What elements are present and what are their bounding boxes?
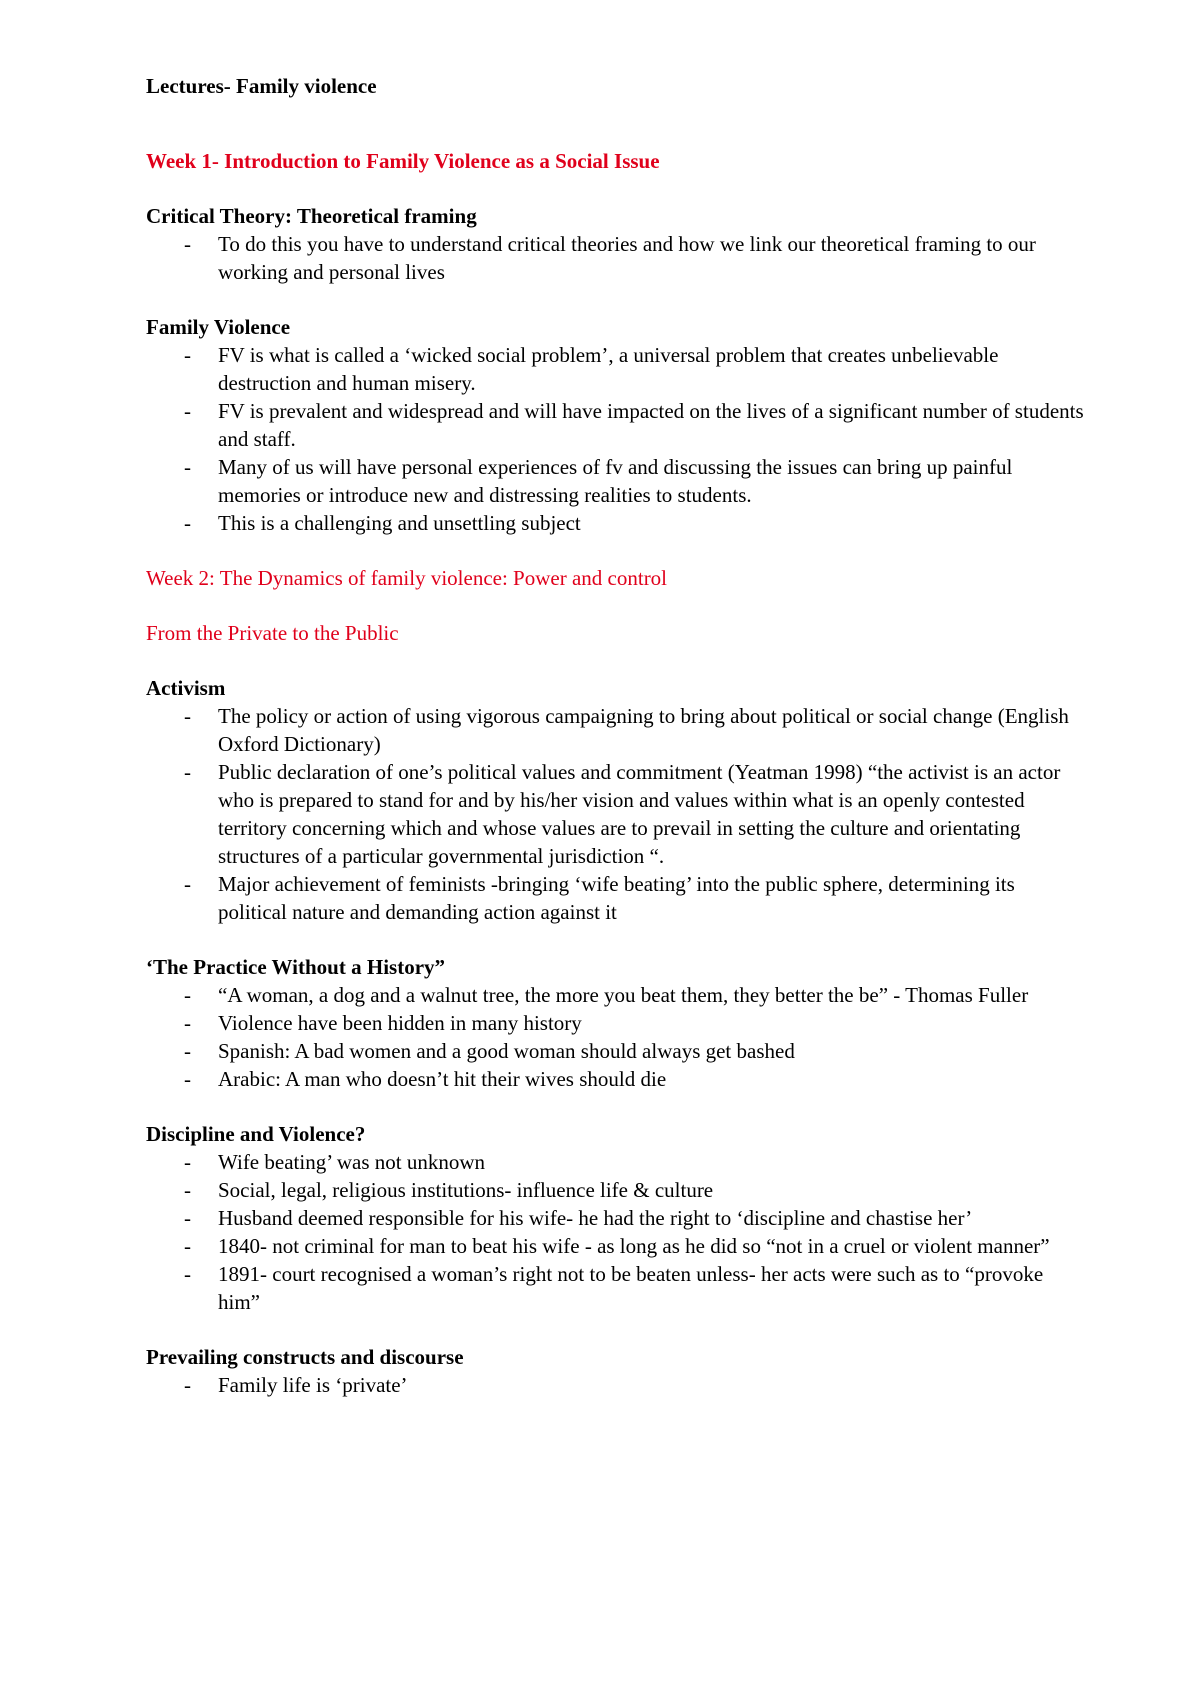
list-item — [146, 1260, 1086, 1316]
list-item — [146, 1009, 1086, 1037]
list-item-text: Public declaration of one’s political values and commitment (Yeatman 1998) “the activist is an actor who is prepared to stand for and by his/her vision and values within what is an openly contested territory concerning which and whose values are to prevail in setting the culture and orientating structures of a particular governmental jurisdiction “. — [218, 760, 1061, 868]
week-2-heading: Week 2: The Dynamics of family violence: Power and control — [146, 566, 668, 590]
list-item — [146, 1037, 1086, 1065]
list-item — [146, 1232, 1086, 1260]
dash-bullet-icon: - — [184, 399, 191, 423]
dash-bullet-icon: - — [184, 511, 191, 535]
list-item — [146, 230, 1086, 286]
section-heading: ‘The Practice Without a History” — [146, 955, 446, 979]
dash-bullet-icon: - — [184, 872, 191, 896]
dash-bullet-icon: - — [184, 1234, 191, 1258]
dash-bullet-icon: - — [184, 1150, 191, 1174]
list-item — [146, 758, 1086, 870]
bullet-list — [146, 230, 1086, 286]
dash-bullet-icon: - — [184, 1011, 191, 1035]
dash-bullet-icon: - — [184, 232, 191, 256]
section-heading: Activism — [146, 676, 226, 700]
list-item — [146, 397, 1086, 453]
section-heading: Prevailing constructs and discourse — [146, 1345, 464, 1369]
list-item — [146, 702, 1086, 758]
list-item-text: Family life is ‘private’ — [218, 1373, 408, 1397]
week-1-sections — [146, 202, 1086, 537]
bullet-list — [146, 341, 1086, 537]
list-item-text: Husband deemed responsible for his wife- he had the right to ‘discipline and chastise her’ — [218, 1206, 973, 1230]
list-item-text: Violence have been hidden in many history — [218, 1011, 582, 1035]
section-heading: Family Violence — [146, 315, 291, 339]
document-page — [146, 72, 1086, 1399]
list-item — [146, 509, 1086, 537]
week-2-subheading: From the Private to the Public — [146, 621, 399, 645]
list-item-text: Many of us will have personal experiences of fv and discussing the issues can bring up painful memories or introduce new and distressing realities to students. — [218, 455, 1013, 507]
list-item — [146, 341, 1086, 397]
list-item — [146, 1371, 1086, 1399]
section-heading: Critical Theory: Theoretical framing — [146, 204, 477, 228]
dash-bullet-icon: - — [184, 760, 191, 784]
list-item-text: 1891- court recognised a woman’s right not to be beaten unless- her acts were such as to “provoke him” — [218, 1262, 1044, 1314]
list-item — [146, 870, 1086, 926]
list-item-text: This is a challenging and unsettling subject — [218, 511, 581, 535]
list-item-text: 1840- not criminal for man to beat his wife - as long as he did so “not in a cruel or violent manner” — [218, 1234, 1050, 1258]
list-item — [146, 1148, 1086, 1176]
dash-bullet-icon: - — [184, 1373, 191, 1397]
dash-bullet-icon: - — [184, 343, 191, 367]
list-item-text: Arabic: A man who doesn’t hit their wives should die — [218, 1067, 667, 1091]
section-heading: Discipline and Violence? — [146, 1122, 366, 1146]
list-item-text: Major achievement of feminists -bringing ‘wife beating’ into the public sphere, determining its political nature and demanding action against it — [218, 872, 1015, 924]
document-title: Lectures- Family violence — [146, 74, 377, 98]
bullet-list — [146, 702, 1086, 926]
list-item-text: “A woman, a dog and a walnut tree, the more you beat them, they better the be” - Thomas Fuller — [218, 983, 1029, 1007]
list-item-text: To do this you have to understand critical theories and how we link our theoretical framing to our working and personal lives — [218, 232, 1036, 284]
list-item-text: Spanish: A bad women and a good woman should always get bashed — [218, 1039, 795, 1063]
list-item-text: Social, legal, religious institutions- influence life & culture — [218, 1178, 714, 1202]
list-item — [146, 1176, 1086, 1204]
week-2-sections — [146, 674, 1086, 1399]
dash-bullet-icon: - — [184, 1039, 191, 1063]
dash-bullet-icon: - — [184, 1178, 191, 1202]
dash-bullet-icon: - — [184, 455, 191, 479]
list-item — [146, 1204, 1086, 1232]
dash-bullet-icon: - — [184, 1262, 191, 1286]
list-item-text: Wife beating’ was not unknown — [218, 1150, 486, 1174]
dash-bullet-icon: - — [184, 1206, 191, 1230]
bullet-list — [146, 1148, 1086, 1316]
list-item-text: FV is prevalent and widespread and will have impacted on the lives of a significant number of students and staff. — [218, 399, 1084, 451]
list-item-text: FV is what is called a ‘wicked social problem’, a universal problem that creates unbelievable destruction and human misery. — [218, 343, 999, 395]
bullet-list — [146, 1371, 1086, 1399]
list-item — [146, 453, 1086, 509]
week-1-heading: Week 1- Introduction to Family Violence as a Social Issue — [146, 149, 660, 173]
dash-bullet-icon: - — [184, 1067, 191, 1091]
bullet-list — [146, 981, 1086, 1093]
dash-bullet-icon: - — [184, 983, 191, 1007]
dash-bullet-icon: - — [184, 704, 191, 728]
list-item-text: The policy or action of using vigorous campaigning to bring about political or social change (English Oxford Dictionary) — [218, 704, 1069, 756]
list-item — [146, 981, 1086, 1009]
list-item — [146, 1065, 1086, 1093]
